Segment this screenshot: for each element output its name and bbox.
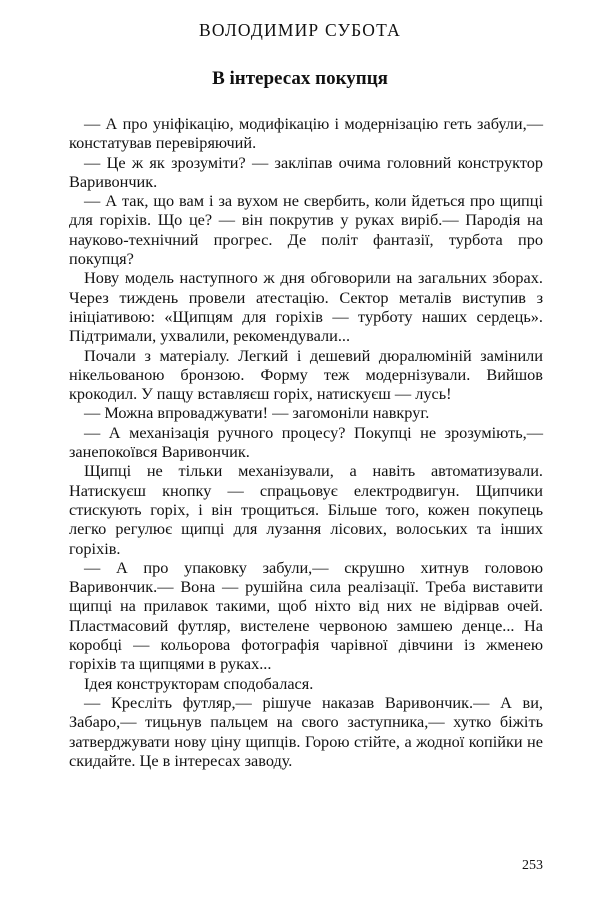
paragraph: — А так, що вам і за вухом не свербить, коли йдеться про щипці для горіхів. Що це? — він покрутив у руках виріб.— Пародія на науково-технічний прогрес. Де політ фантазії, турбота про покупця? [69,191,543,269]
paragraph: Нову модель наступного ж дня обговорили на загальних зборах. Через тиждень провели атестацію. Сектор металів виступив з ініціативою: «Щипцям для горіхів — турботу наших сердець». Підтримали, ухвалили, рекомендували... [69,268,543,346]
paragraph: — Кресліть футляр,— рішуче наказав Варивончик.— А ви, Забаро,— тицьнув пальцем на свого заступника,— хутко біжіть затверджувати нову ціну щипців. Горою стійте, а жодної копійки не скидайте. Це в інтересах заводу. [69,692,543,770]
paragraph: — Це ж як зрозуміти? — закліпав очима головний конструктор Варивончик. [69,152,543,191]
paragraph: Щипці не тільки механізували, а навіть автоматизували. Натискуєш кнопку — спрацьовує електродвигун. Щипчики стискують горіх, і він трощиться. Більше того, кожен покупець легко регулює щипці для лузання лісових, волоських та інших горіхів. [69,461,543,558]
page-number: 253 [522,858,543,873]
paragraph: — Можна впроваджувати! — загомоніли навкруг. [84,403,430,423]
story-body [69,114,543,770]
paragraph: — А про упаковку забули,— скрушно хитнув головою Варивончик.— Вона — рушійна сила реалізації. Треба виставити щипці на прилавок такими, щоб ніхто від них не відірвав очей. Пластмасовий футляр, вистелене червоною замшею денце... На коробці — кольорова фотографія чарівної дівчини із жменею горіхів та щипцями в руках... [69,557,543,674]
paragraph: Почали з матеріалу. Легкий і дешевий дюралюміній замінили нікельованою бронзою. Форму теж модернізували. Вийшов крокодил. У пащу вставляєш горіх, натискуєш — лусь! [69,345,543,404]
paragraph: Ідея конструкторам сподобалася. [84,673,314,693]
story-title: В інтересах покупця [212,68,388,89]
paragraph: — А механізація ручного процесу? Покупці не зрозуміють,— занепокоївся Варивончик. [69,422,543,462]
author-name: ВОЛОДИМИР СУБОТА [198,20,401,40]
paragraph: — А про уніфікацію, модифікацію і модернізацію геть забули,— констатував перевіряючий. [69,114,543,153]
